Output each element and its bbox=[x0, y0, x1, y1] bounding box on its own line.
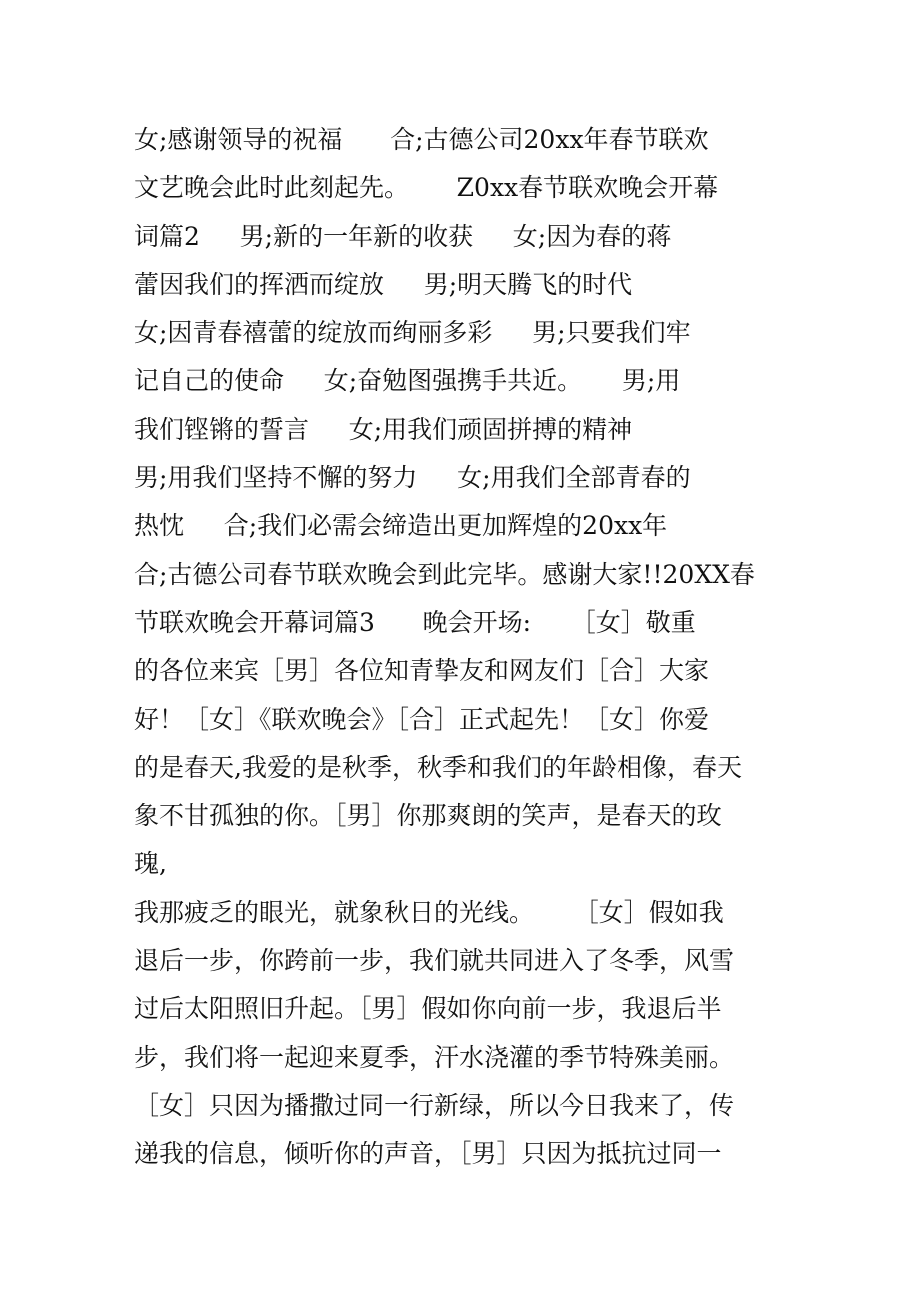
text-line: 记自己的使命 女;奋勉图强携手共近。 男;用 bbox=[134, 366, 681, 396]
text-line: 的是春天,我爱的是秋季，秋季和我们的年龄相像，春天 bbox=[134, 752, 742, 782]
text-line: 词篇2 男;新的一年新的收获 女;因为春的蒋 bbox=[134, 221, 672, 251]
text-line: 女;感谢领导的祝福 合;古德公司20xx年春节联欢 bbox=[134, 125, 709, 154]
text-line: 好！［女］《联欢晚会》［合］正式起先！［女］你爱 bbox=[134, 704, 710, 734]
text-line: ［女］只因为播撒过同一行新绿，所以今日我来了，传 bbox=[134, 1090, 735, 1120]
text-line: 热忱 合;我们必需会缔造出更加辉煌的20xx年 bbox=[134, 511, 668, 541]
body-text bbox=[134, 116, 814, 1179]
text-line: 步，我们将一起迎来夏季，汗水浇灌的季节特殊美丽。 bbox=[134, 1042, 735, 1072]
text-line: 递我的信息，倾听你的声音，［男］只因为抵抗过同一 bbox=[134, 1139, 722, 1169]
text-line: 象不甘孤独的你。［男］你那爽朗的笑声，是春天的玫 bbox=[134, 801, 722, 831]
text-line: 的各位来宾［男］各位知青挚友和网友们［合］大家 bbox=[134, 656, 710, 686]
text-line: 瑰, bbox=[134, 849, 167, 879]
text-line: 我们铿锵的誓言 女;用我们顽固拼搏的精神 bbox=[134, 414, 633, 444]
text-line: 蕾因我们的挥洒而绽放 男;明天腾飞的时代 bbox=[134, 269, 633, 299]
text-line: 我那疲乏的眼光，就象秋日的光线。 ［女］假如我 bbox=[134, 897, 724, 927]
text-line: 男;用我们坚持不懈的努力 女;用我们全部青春的 bbox=[134, 463, 691, 493]
text-line: 女;因青春禧蕾的绽放而绚丽多彩 男;只要我们牢 bbox=[134, 318, 691, 348]
text-line: 退后一步，你跨前一步，我们就共同进入了冬季，风雪 bbox=[134, 946, 735, 976]
text-line: 过后太阳照旧升起。［男］假如你向前一步，我退后半 bbox=[134, 994, 722, 1024]
text-line: 节联欢晚会开幕词篇3 晚会开场: ［女］敬重 bbox=[134, 607, 696, 637]
text-line: 文艺晚会此时此刻起先。 Z0xx春节联欢晚会开幕 bbox=[134, 173, 719, 203]
text-line: 合;古德公司春节联欢晚会到此完毕。感谢大家!!20XX春 bbox=[134, 559, 755, 589]
